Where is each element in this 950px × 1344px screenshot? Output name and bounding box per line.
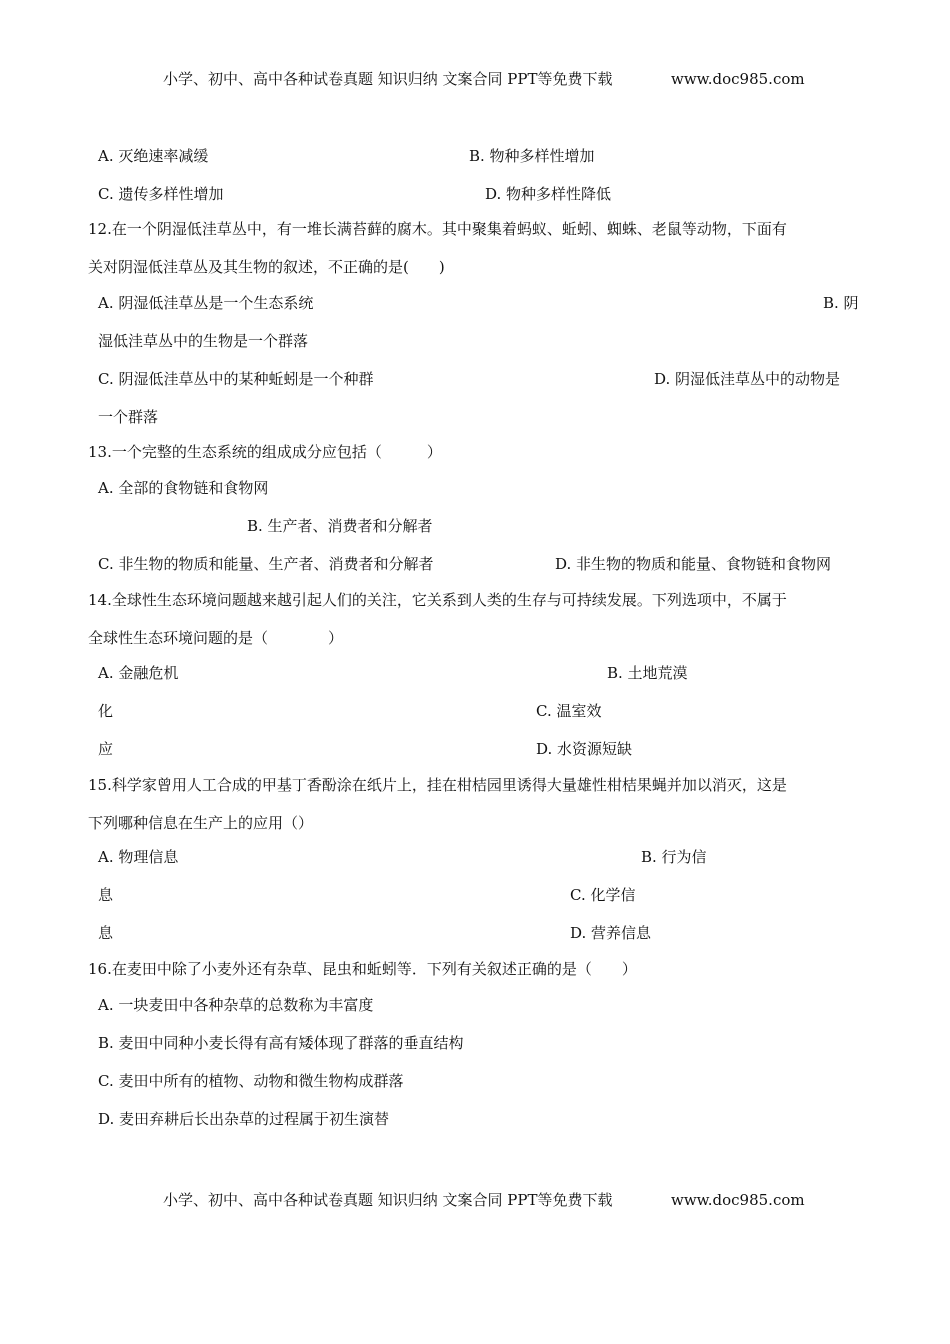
q15-option-c: C. 化学信 [570, 886, 636, 904]
q12-option-b-cont: 湿低洼草丛中的生物是一个群落 [98, 332, 309, 350]
q14-option-b-cont: 化 [98, 702, 114, 720]
q13-stem: 13.一个完整的生态系统的组成成分应包括（ ） [88, 443, 442, 461]
q14-option-d: D. 水资源短缺 [536, 740, 633, 758]
q16-option-b: B. 麦田中同种小麦长得有高有矮体现了群落的垂直结构 [98, 1034, 464, 1052]
q11-option-d: D. 物种多样性降低 [485, 185, 612, 203]
q11-option-b: B. 物种多样性增加 [469, 147, 595, 165]
page-header-url[interactable]: www.doc985.com [671, 70, 805, 88]
page-footer-url[interactable]: www.doc985.com [671, 1191, 805, 1209]
q13-option-d: D. 非生物的物质和能量、食物链和食物网 [555, 555, 832, 573]
q14-option-c-cont: 应 [98, 740, 114, 758]
q12-option-c: C. 阴湿低洼草丛中的某种蚯蚓是一个种群 [98, 370, 374, 388]
q12-stem-line2: 关对阴湿低洼草丛及其生物的叙述，不正确的是( ) [88, 258, 445, 276]
q12-option-d-cont: 一个群落 [98, 408, 159, 426]
q15-option-a: A. 物理信息 [98, 848, 179, 866]
q15-stem-line1: 15.科学家曾用人工合成的甲基丁香酚涂在纸片上，挂在柑桔园里诱得大量雄性柑桔果蝇并加以消灭，这是 [88, 776, 787, 794]
q14-option-b: B. 土地荒漠 [607, 664, 688, 682]
q15-stem-line2: 下列哪种信息在生产上的应用（） [88, 814, 314, 832]
q16-option-a: A. 一块麦田中各种杂草的总数称为丰富度 [98, 996, 374, 1014]
q12-option-d-start: D. 阴湿低洼草丛中的动物是 [654, 370, 841, 388]
q13-option-a: A. 全部的食物链和食物网 [98, 479, 269, 497]
q12-stem-line1: 12.在一个阴湿低洼草丛中，有一堆长满苔藓的腐木。其中聚集着蚂蚁、蚯蚓、蜘蛛、老鼠等动物，下面有 [88, 220, 787, 238]
q14-stem-line2: 全球性生态环境问题的是（ ） [88, 629, 344, 647]
page-header-text: 小学、初中、高中各种试卷真题 知识归纳 文案合同 PPT等免费下载 [163, 70, 613, 88]
q13-option-c: C. 非生物的物质和能量、生产者、消费者和分解者 [98, 555, 434, 573]
q15-option-b: B. 行为信 [641, 848, 707, 866]
q14-option-a: A. 金融危机 [98, 664, 179, 682]
q15-option-d: D. 营养信息 [570, 924, 652, 942]
q15-option-b-cont: 息 [98, 886, 114, 904]
q11-option-c: C. 遗传多样性增加 [98, 185, 224, 203]
q15-option-c-cont: 息 [98, 924, 114, 942]
q12-option-b-start: B. 阴 [823, 294, 859, 312]
q16-option-c: C. 麦田中所有的植物、动物和微生物构成群落 [98, 1072, 404, 1090]
q14-stem-line1: 14.全球性生态环境问题越来越引起人们的关注，它关系到人类的生存与可持续发展。下列选项中，不属于 [88, 591, 787, 609]
q14-option-c: C. 温室效 [536, 702, 602, 720]
page-footer-text: 小学、初中、高中各种试卷真题 知识归纳 文案合同 PPT等免费下载 [163, 1191, 613, 1209]
q13-option-b: B. 生产者、消费者和分解者 [247, 517, 433, 535]
q11-option-a: A. 灭绝速率减缓 [98, 147, 209, 165]
q16-stem: 16.在麦田中除了小麦外还有杂草、昆虫和蚯蚓等．下列有关叙述正确的是（ ） [88, 960, 637, 978]
q12-option-a: A. 阴湿低洼草丛是一个生态系统 [98, 294, 314, 312]
q16-option-d: D. 麦田弃耕后长出杂草的过程属于初生演替 [98, 1110, 390, 1128]
